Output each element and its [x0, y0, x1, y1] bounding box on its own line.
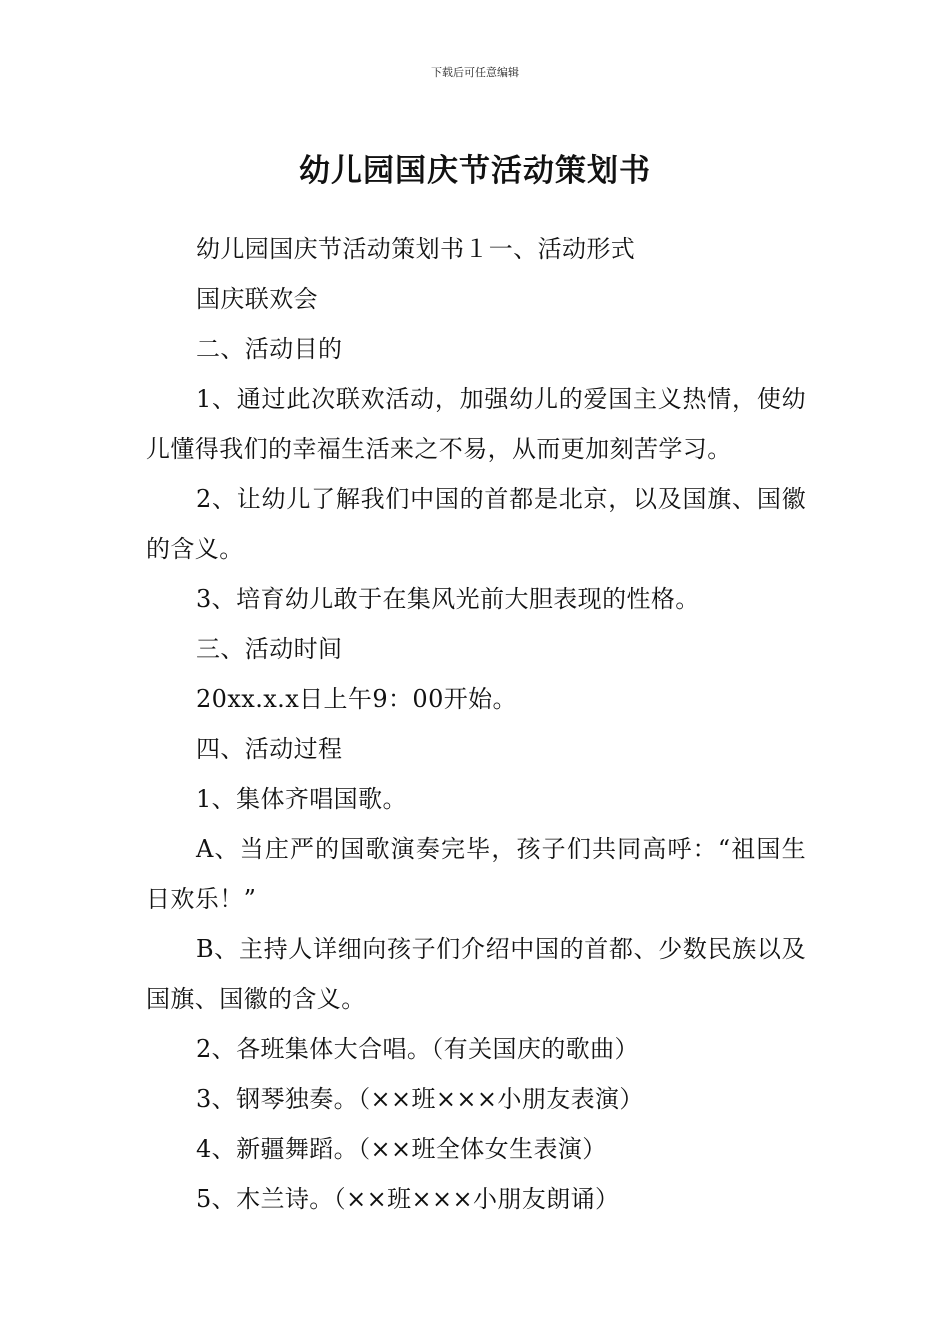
- header-note: 下载后可任意编辑: [431, 66, 519, 79]
- paragraph-process-1: 1、集体齐唱国歌。: [196, 785, 407, 813]
- paragraph-process-4: 4、新疆舞蹈。（××班全体女生表演）: [196, 1135, 607, 1163]
- paragraph-purpose-1: 1、通过此次联欢活动，加强幼儿的爱国主义热情，使幼儿懂得我们的幸福生活来之不易，从而更加刻苦学习。: [146, 385, 806, 463]
- paragraph-time: 20xx.x.x日上午9：00开始。: [196, 685, 517, 713]
- heading-activity-time: 三、活动时间: [196, 635, 343, 663]
- heading-activity-purpose: 二、活动目的: [196, 335, 343, 363]
- document-title: 幼儿园国庆节活动策划书: [299, 152, 651, 189]
- heading-activity-process: 四、活动过程: [196, 735, 343, 763]
- paragraph-activity-form: 幼儿园国庆节活动策划书１一、活动形式: [196, 235, 636, 263]
- paragraph-process-1b: B、主持人详细向孩子们介绍中国的首都、少数民族以及国旗、国徽的含义。: [146, 935, 806, 1013]
- paragraph-purpose-2: 2、让幼儿了解我们中国的首都是北京，以及国旗、国徽的含义。: [146, 485, 806, 563]
- paragraph-purpose-3: 3、培育幼儿敢于在集风光前大胆表现的性格。: [196, 585, 700, 613]
- paragraph-process-3: 3、钢琴独奏。（××班×××小朋友表演）: [196, 1085, 644, 1113]
- document-body: [146, 224, 806, 1224]
- paragraph-process-5: 5、木兰诗。（××班×××小朋友朗诵）: [196, 1185, 620, 1213]
- paragraph-national-day-gala: 国庆联欢会: [196, 285, 318, 313]
- paragraph-process-2: 2、各班集体大合唱。（有关国庆的歌曲）: [196, 1035, 639, 1063]
- paragraph-process-1a: A、当庄严的国歌演奏完毕，孩子们共同高呼：“祖国生日欢乐！”: [146, 835, 806, 913]
